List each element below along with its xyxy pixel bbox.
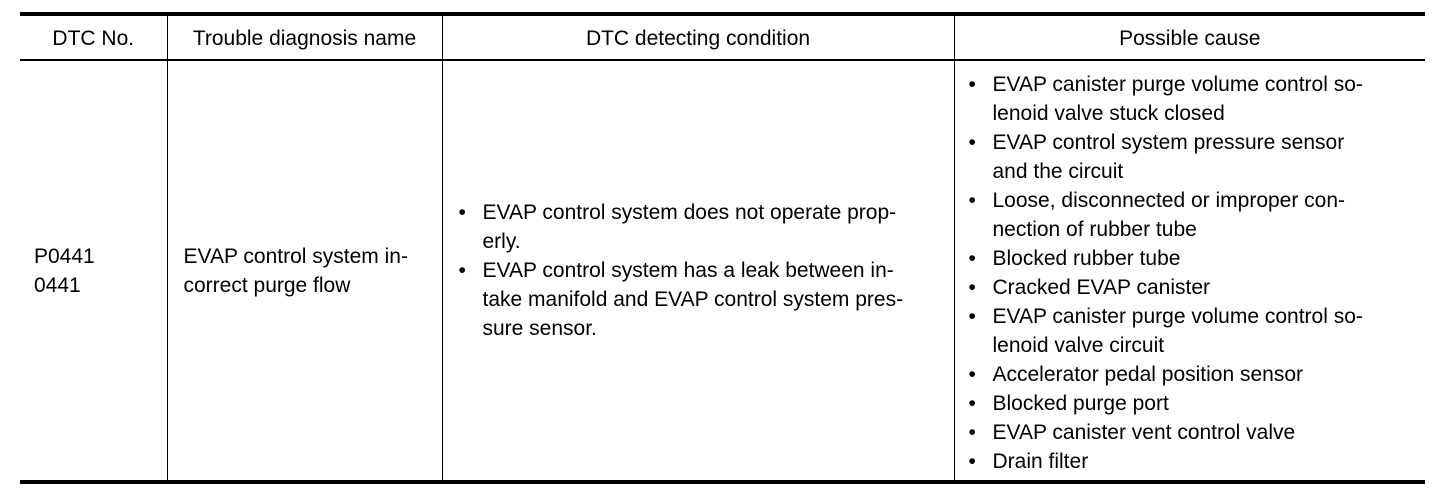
- list-item: [969, 273, 1412, 302]
- dtc-code-line: P0441: [34, 244, 95, 268]
- bullet-icon: •: [968, 130, 976, 154]
- bullet-icon: •: [968, 420, 976, 444]
- bullet-icon: •: [458, 259, 466, 282]
- condition-list: [459, 198, 944, 343]
- list-item-line: take manifold and EVAP control system pres-: [482, 288, 904, 311]
- cause-list: [969, 64, 1412, 478]
- list-item-line: and the circuit: [992, 159, 1124, 183]
- list-item: [969, 418, 1412, 447]
- list-item: [459, 256, 944, 343]
- list-item-line: erly.: [482, 230, 521, 253]
- list-item-line: Blocked purge port: [992, 391, 1169, 415]
- cell-dtc-no: [20, 60, 167, 482]
- list-item-line: EVAP canister purge volume control so-: [992, 72, 1363, 96]
- cell-possible-cause: [954, 60, 1425, 482]
- bullet-icon: •: [968, 449, 976, 473]
- list-item: [969, 128, 1412, 186]
- list-item: [969, 360, 1412, 389]
- list-item-line: EVAP canister purge volume control so-: [992, 304, 1363, 328]
- dtc-table: [20, 12, 1425, 484]
- bullet-icon: •: [968, 188, 976, 212]
- list-item: [969, 186, 1412, 244]
- table-row: [20, 60, 1425, 482]
- list-item-line: sure sensor.: [482, 317, 597, 340]
- list-item: [969, 244, 1412, 273]
- list-item: [969, 447, 1412, 476]
- list-item-line: EVAP canister vent control valve: [992, 420, 1296, 444]
- list-item-line: lenoid valve circuit: [992, 333, 1165, 357]
- list-item: [969, 70, 1412, 128]
- table-header-row: [20, 14, 1425, 60]
- dtc-code-line: 0441: [34, 273, 81, 297]
- header-dtc-no: DTC No.: [20, 14, 167, 60]
- list-item-line: EVAP control system has a leak between in-: [482, 259, 894, 282]
- diagnosis-name-line: EVAP control system in-: [183, 244, 408, 268]
- header-dtc-detecting-condition: DTC detecting condition: [442, 14, 954, 60]
- diagnosis-name-line: correct purge flow: [183, 273, 351, 297]
- list-item-line: EVAP control system pressure sensor: [992, 130, 1345, 154]
- bullet-icon: •: [968, 72, 976, 96]
- list-item-line: EVAP control system does not operate prop-: [482, 201, 897, 224]
- cell-trouble-diagnosis-name: [167, 60, 442, 482]
- list-item-line: lenoid valve stuck closed: [992, 101, 1225, 125]
- list-item-line: Accelerator pedal position sensor: [992, 362, 1304, 386]
- list-item: [459, 198, 944, 256]
- header-trouble-diagnosis-name: Trouble diagnosis name: [167, 14, 442, 60]
- list-item: [969, 302, 1412, 360]
- list-item-line: Blocked rubber tube: [992, 246, 1181, 270]
- bullet-icon: •: [968, 304, 976, 328]
- cell-dtc-detecting-condition: [442, 60, 954, 482]
- list-item-line: Cracked EVAP canister: [992, 275, 1210, 299]
- bullet-icon: •: [968, 246, 976, 270]
- header-possible-cause: Possible cause: [954, 14, 1425, 60]
- bullet-icon: •: [458, 201, 466, 224]
- list-item-line: nection of rubber tube: [992, 217, 1197, 241]
- bullet-icon: •: [968, 391, 976, 415]
- bullet-icon: •: [968, 362, 976, 386]
- list-item-line: Loose, disconnected or improper con-: [992, 188, 1346, 212]
- list-item: [969, 389, 1412, 418]
- list-item-line: Drain filter: [992, 449, 1089, 473]
- bullet-icon: •: [968, 275, 976, 299]
